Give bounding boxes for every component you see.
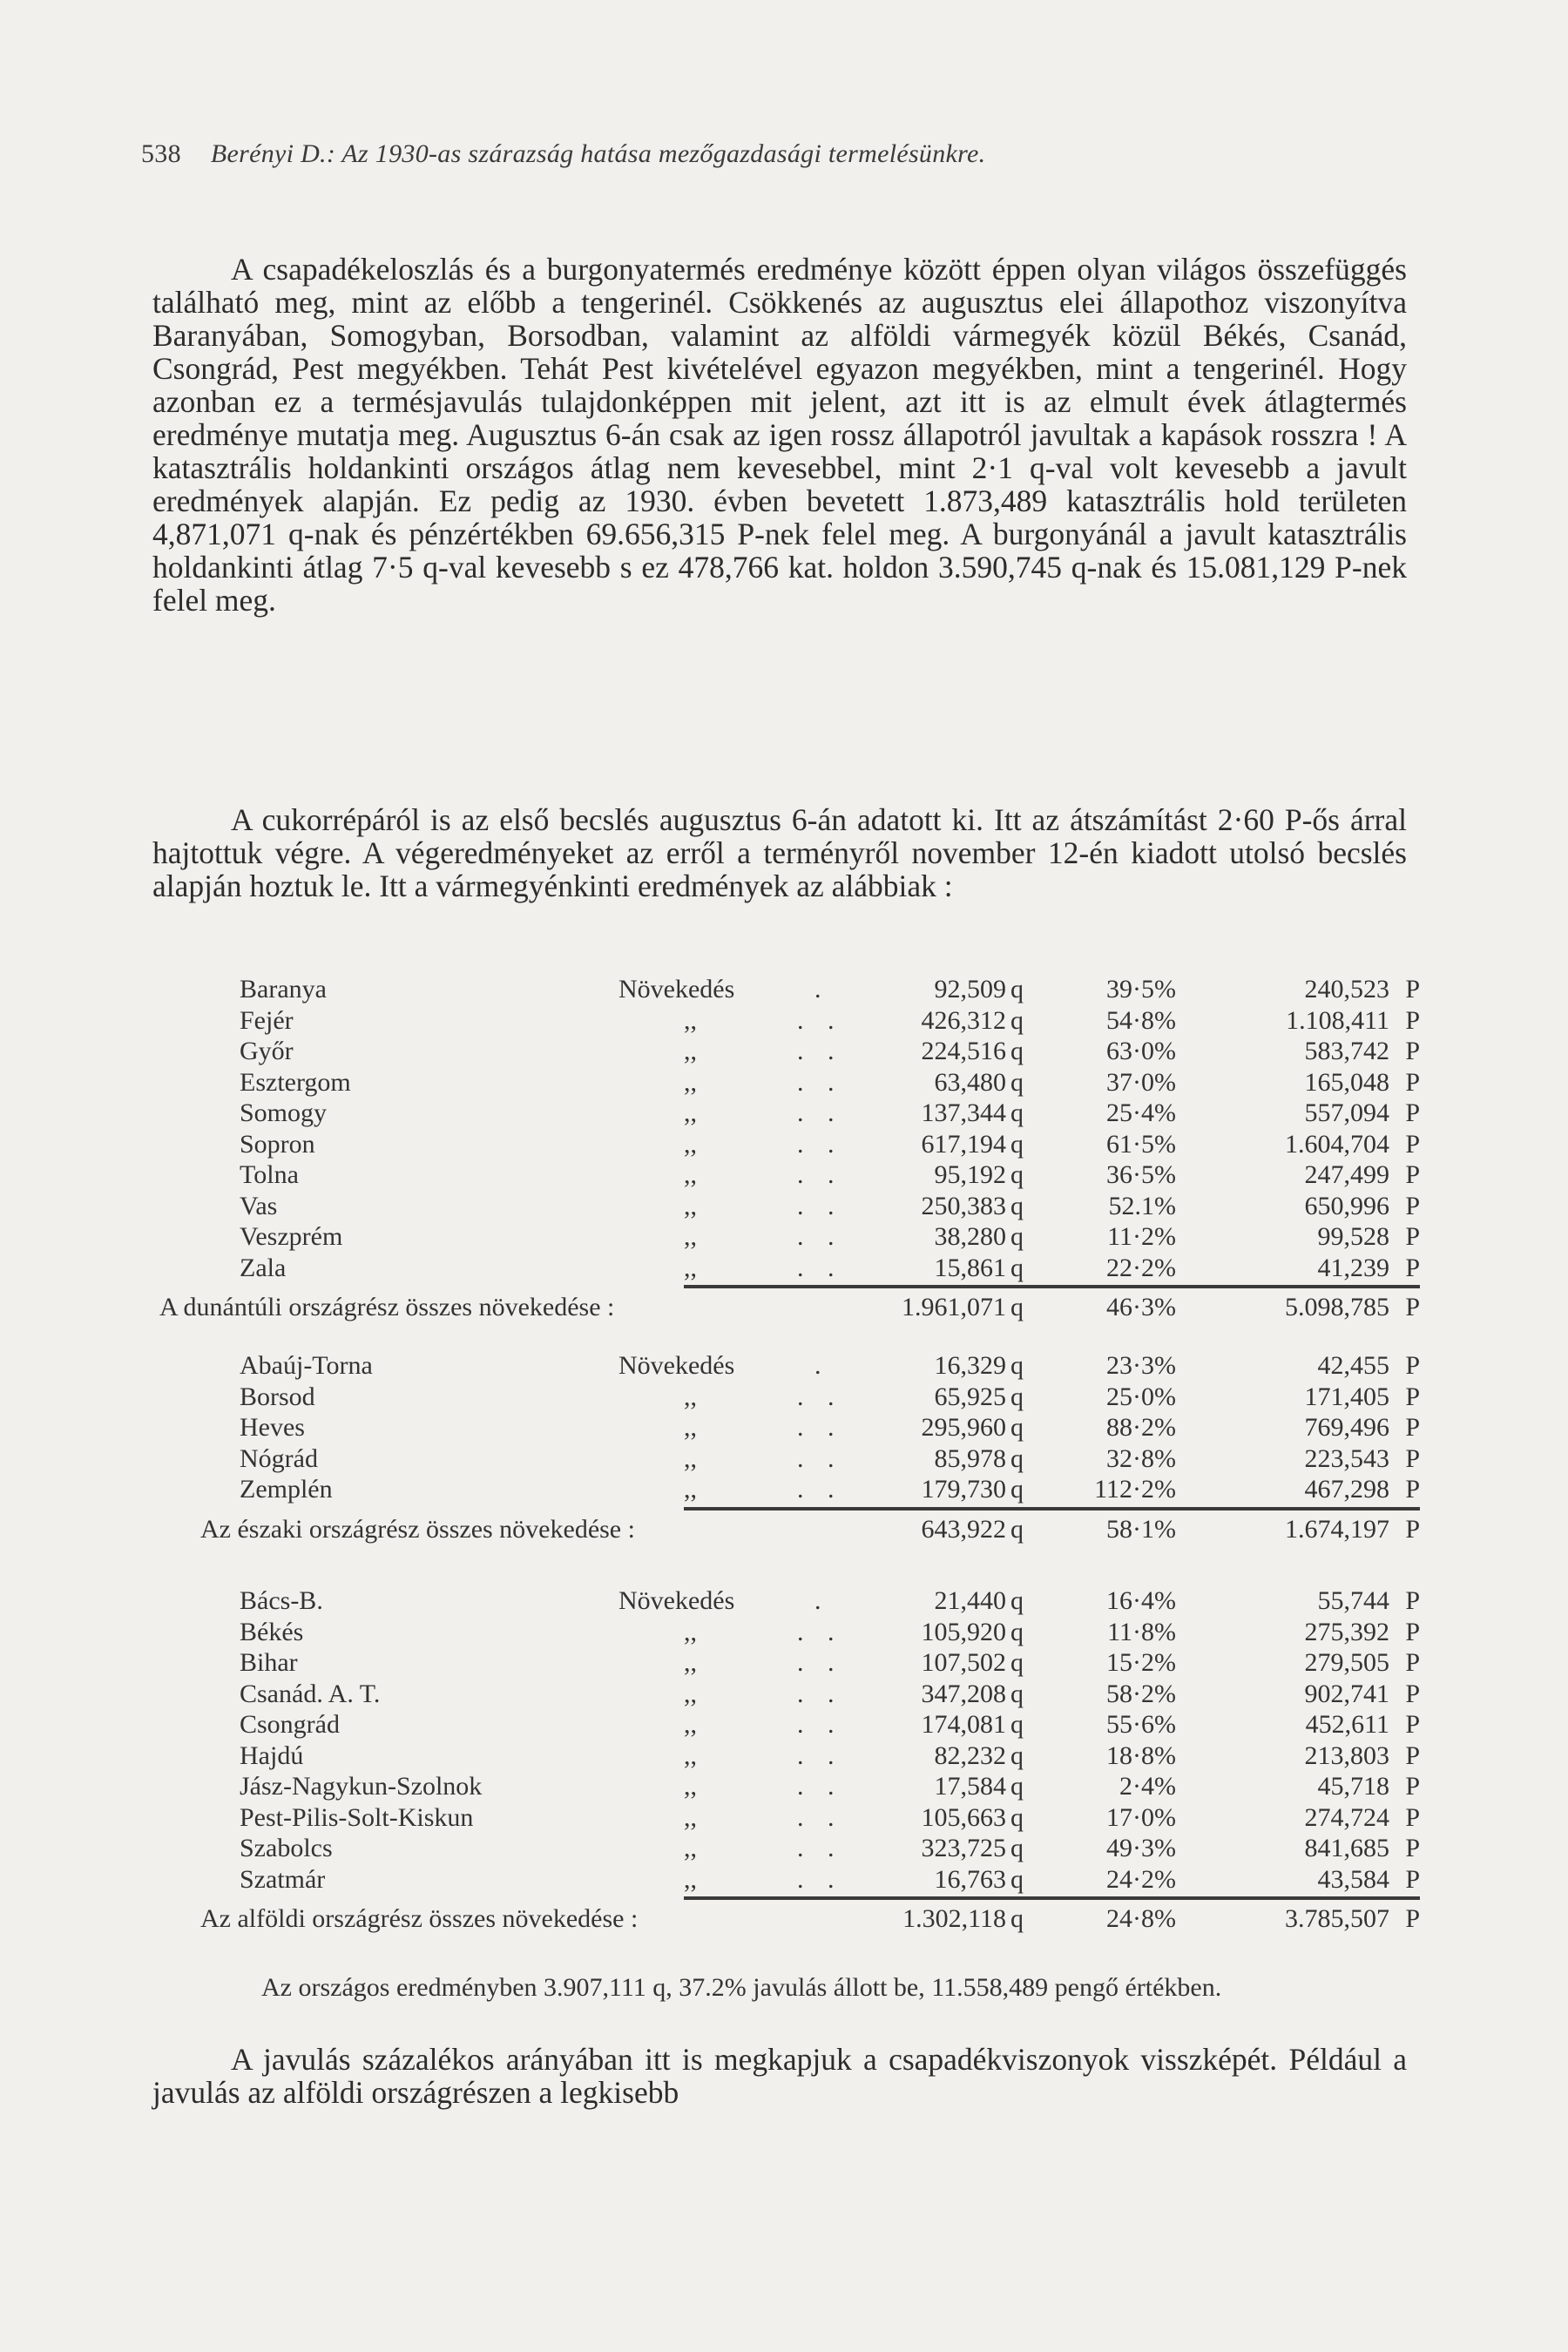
ditto-mark: ,, bbox=[684, 1037, 697, 1065]
pengo-unit: P bbox=[1405, 1617, 1420, 1646]
pengo-value: 223,543 bbox=[1304, 1443, 1389, 1473]
ditto-mark: ,, bbox=[684, 1679, 697, 1708]
sum-rule-divider bbox=[684, 1507, 1420, 1511]
county-name: Jász-Nagykun-Szolnok bbox=[240, 1772, 483, 1801]
county-name: Zemplén bbox=[240, 1475, 333, 1504]
table-row bbox=[152, 1253, 1420, 1284]
pengo-value: 240,523 bbox=[1304, 975, 1389, 1004]
percent-value: 17·0% bbox=[1106, 1802, 1176, 1832]
quantity-unit: q bbox=[1010, 1617, 1024, 1646]
county-name: Sopron bbox=[240, 1129, 315, 1159]
county-name: Szabolcs bbox=[240, 1834, 333, 1862]
quantity-unit: q bbox=[1010, 1586, 1024, 1615]
quantity-value: 323,725 bbox=[921, 1834, 1006, 1862]
table-row bbox=[152, 1221, 1420, 1253]
total-pengo: 3.785,507 bbox=[1285, 1904, 1389, 1933]
quantity-unit: q bbox=[1010, 1648, 1024, 1677]
county-name: Veszprém bbox=[240, 1222, 343, 1251]
total-row bbox=[152, 1292, 1420, 1323]
percent-value: 25·4% bbox=[1106, 1098, 1176, 1127]
quantity-unit: q bbox=[1010, 1351, 1024, 1380]
percent-value: 36·5% bbox=[1106, 1160, 1176, 1189]
percent-value: 49·3% bbox=[1106, 1834, 1176, 1862]
page-number: 538 bbox=[141, 139, 181, 168]
pengo-value: 1.604,704 bbox=[1285, 1129, 1389, 1159]
ditto-mark: ,, bbox=[684, 1222, 697, 1251]
quantity-unit: q bbox=[1010, 1129, 1024, 1159]
leader-dots: . . bbox=[797, 1129, 843, 1159]
total-label: Az északi országrész összes növekedése : bbox=[200, 1514, 635, 1544]
pengo-unit: P bbox=[1405, 1129, 1420, 1159]
pengo-unit: P bbox=[1405, 1834, 1420, 1862]
pengo-value: 165,048 bbox=[1304, 1067, 1389, 1097]
quantity-unit: q bbox=[1010, 1067, 1024, 1097]
quantity-value: 105,920 bbox=[921, 1617, 1006, 1646]
table-row bbox=[152, 974, 1420, 1005]
quantity-value: 295,960 bbox=[921, 1413, 1006, 1442]
table-row bbox=[152, 1412, 1420, 1443]
ditto-mark: ,, bbox=[684, 1160, 697, 1189]
pengo-unit: P bbox=[1405, 1443, 1420, 1473]
pengo-unit: P bbox=[1405, 1679, 1420, 1708]
percent-value: 11·8% bbox=[1107, 1617, 1176, 1646]
pengo-unit: P bbox=[1405, 1413, 1420, 1442]
ditto-mark: ,, bbox=[684, 1802, 697, 1832]
percent-value: 61·5% bbox=[1106, 1129, 1176, 1159]
county-name: Baranya bbox=[240, 975, 327, 1004]
total-quantity: 643,922 bbox=[921, 1514, 1006, 1544]
ditto-mark: ,, bbox=[684, 1129, 697, 1159]
leader-dots: . . bbox=[797, 1413, 843, 1442]
pengo-unit: P bbox=[1405, 1382, 1420, 1411]
pengo-value: 45,718 bbox=[1317, 1772, 1389, 1801]
sum-rule-divider bbox=[684, 1896, 1420, 1900]
county-name: Vas bbox=[240, 1191, 278, 1220]
quantity-value: 347,208 bbox=[921, 1679, 1006, 1708]
percent-value: 54·8% bbox=[1106, 1005, 1176, 1035]
county-name: Zala bbox=[240, 1253, 287, 1282]
quantity-unit: q bbox=[1010, 1160, 1024, 1189]
total-pengo: 1.674,197 bbox=[1285, 1514, 1389, 1544]
ditto-mark: ,, bbox=[684, 1648, 697, 1677]
table-row bbox=[152, 1005, 1420, 1037]
county-name: Borsod bbox=[240, 1382, 315, 1411]
pengo-value: 247,499 bbox=[1304, 1160, 1389, 1189]
quantity-value: 92,509 bbox=[934, 975, 1006, 1004]
ditto-mark: ,, bbox=[684, 1382, 697, 1411]
table-row bbox=[152, 1740, 1420, 1772]
leader-dots: . . bbox=[797, 1160, 843, 1189]
quantity-value: 426,312 bbox=[921, 1005, 1006, 1035]
region-group-dunantul bbox=[152, 974, 1420, 1323]
quantity-unit: q bbox=[1010, 1098, 1024, 1127]
pengo-unit: P bbox=[1405, 1514, 1420, 1544]
ditto-mark: ,, bbox=[684, 1413, 697, 1442]
ditto-mark: ,, bbox=[684, 1253, 697, 1282]
quantity-value: 250,383 bbox=[921, 1191, 1006, 1220]
leader-dots: . . bbox=[797, 1679, 843, 1708]
quantity-value: 179,730 bbox=[921, 1475, 1006, 1504]
table-row bbox=[152, 1647, 1420, 1679]
total-row bbox=[152, 1514, 1420, 1545]
ditto-mark: ,, bbox=[684, 1710, 697, 1739]
pengo-value: 452,611 bbox=[1305, 1710, 1389, 1739]
leader-dots: . . bbox=[797, 1253, 843, 1282]
quantity-unit: q bbox=[1010, 1005, 1024, 1035]
percent-value: 25·0% bbox=[1106, 1382, 1176, 1411]
quantity-unit: q bbox=[1010, 1679, 1024, 1708]
quantity-unit: q bbox=[1010, 1514, 1024, 1544]
ditto-mark: ,, bbox=[684, 1005, 697, 1035]
pengo-value: 557,094 bbox=[1304, 1098, 1389, 1127]
pengo-unit: P bbox=[1405, 1475, 1420, 1504]
quantity-unit: q bbox=[1010, 1475, 1024, 1504]
percent-value: 11·2% bbox=[1107, 1222, 1176, 1251]
quantity-unit: q bbox=[1010, 1293, 1024, 1321]
percent-value: 24·2% bbox=[1106, 1864, 1176, 1894]
quantity-value: 617,194 bbox=[921, 1129, 1006, 1159]
pengo-unit: P bbox=[1405, 1098, 1420, 1127]
pengo-value: 1.108,411 bbox=[1286, 1005, 1389, 1035]
pengo-unit: P bbox=[1405, 1191, 1420, 1220]
total-label: A dunántúli országrész összes növekedése : bbox=[159, 1293, 615, 1321]
quantity-unit: q bbox=[1010, 1222, 1024, 1251]
leader-dots: . . bbox=[797, 1740, 843, 1770]
table-row bbox=[152, 1159, 1420, 1191]
pengo-value: 213,803 bbox=[1304, 1740, 1389, 1770]
pengo-unit: P bbox=[1405, 1772, 1420, 1801]
total-percent: 46·3% bbox=[1106, 1293, 1176, 1321]
leader-dots: . bbox=[814, 975, 830, 1004]
quantity-value: 16,329 bbox=[934, 1351, 1006, 1380]
quantity-value: 16,763 bbox=[934, 1864, 1006, 1894]
pengo-value: 99,528 bbox=[1317, 1222, 1389, 1251]
pengo-unit: P bbox=[1405, 1222, 1420, 1251]
increase-label: Növekedés bbox=[618, 975, 735, 1004]
percent-value: 15·2% bbox=[1106, 1648, 1176, 1677]
pengo-unit: P bbox=[1405, 1648, 1420, 1677]
quantity-value: 21,440 bbox=[934, 1586, 1006, 1615]
table-row bbox=[152, 1067, 1420, 1098]
percent-value: 39·5% bbox=[1106, 975, 1176, 1004]
pengo-value: 41,239 bbox=[1317, 1253, 1389, 1282]
leader-dots: . . bbox=[797, 1710, 843, 1739]
pengo-unit: P bbox=[1405, 1037, 1420, 1065]
pengo-unit: P bbox=[1405, 1253, 1420, 1282]
county-name: Csanád. A. T. bbox=[240, 1679, 381, 1708]
percent-value: 23·3% bbox=[1106, 1351, 1176, 1380]
total-row bbox=[152, 1903, 1420, 1935]
quantity-value: 95,192 bbox=[934, 1160, 1006, 1189]
pengo-unit: P bbox=[1405, 1802, 1420, 1832]
quantity-value: 15,861 bbox=[934, 1253, 1006, 1282]
quantity-unit: q bbox=[1010, 1253, 1024, 1282]
table-row bbox=[152, 1585, 1420, 1617]
quantity-unit: q bbox=[1010, 1834, 1024, 1862]
running-title: Berényi D.: Az 1930-as szárazság hatása mezőgazdasági termelésünkre. bbox=[210, 139, 986, 168]
quantity-value: 137,344 bbox=[921, 1098, 1006, 1127]
ditto-mark: ,, bbox=[684, 1617, 697, 1646]
county-name: Békés bbox=[240, 1617, 304, 1646]
total-percent: 58·1% bbox=[1106, 1514, 1176, 1544]
quantity-unit: q bbox=[1010, 1740, 1024, 1770]
table-row bbox=[152, 1129, 1420, 1160]
pengo-value: 275,392 bbox=[1304, 1617, 1389, 1646]
ditto-mark: ,, bbox=[684, 1067, 697, 1097]
table-row bbox=[152, 1474, 1420, 1505]
table-row bbox=[152, 1350, 1420, 1382]
quantity-unit: q bbox=[1010, 1382, 1024, 1411]
pengo-unit: P bbox=[1405, 1586, 1420, 1615]
pengo-unit: P bbox=[1405, 1864, 1420, 1894]
county-name: Abaúj-Torna bbox=[240, 1351, 373, 1380]
ditto-mark: ,, bbox=[684, 1443, 697, 1473]
pengo-unit: P bbox=[1405, 1067, 1420, 1097]
ditto-mark: ,, bbox=[684, 1098, 697, 1127]
ditto-mark: ,, bbox=[684, 1475, 697, 1504]
leader-dots: . . bbox=[797, 1037, 843, 1065]
quantity-value: 224,516 bbox=[921, 1037, 1006, 1065]
leader-dots: . . bbox=[797, 1617, 843, 1646]
pengo-value: 769,496 bbox=[1304, 1413, 1389, 1442]
quantity-unit: q bbox=[1010, 1710, 1024, 1739]
pengo-unit: P bbox=[1405, 1710, 1420, 1739]
table-row bbox=[152, 1617, 1420, 1648]
percent-value: 16·4% bbox=[1106, 1586, 1176, 1615]
leader-dots: . . bbox=[797, 1864, 843, 1894]
percent-value: 58·2% bbox=[1106, 1679, 1176, 1708]
pengo-unit: P bbox=[1405, 975, 1420, 1004]
county-name: Bács-B. bbox=[240, 1586, 323, 1615]
leader-dots: . . bbox=[797, 1834, 843, 1862]
table-row bbox=[152, 1036, 1420, 1067]
pengo-unit: P bbox=[1405, 1740, 1420, 1770]
total-quantity: 1.302,118 bbox=[902, 1904, 1006, 1933]
leader-dots: . . bbox=[797, 1222, 843, 1251]
total-pengo: 5.098,785 bbox=[1285, 1293, 1389, 1321]
quantity-value: 65,925 bbox=[934, 1382, 1006, 1411]
quantity-unit: q bbox=[1010, 1802, 1024, 1832]
percent-value: 112·2% bbox=[1094, 1475, 1176, 1504]
paragraph-conclusion bbox=[152, 2043, 1407, 2109]
pengo-value: 902,741 bbox=[1304, 1679, 1389, 1708]
total-quantity: 1.961,071 bbox=[902, 1293, 1006, 1321]
county-name: Szatmár bbox=[240, 1864, 326, 1894]
pengo-value: 55,744 bbox=[1317, 1586, 1389, 1615]
table-row bbox=[152, 1098, 1420, 1129]
county-name: Somogy bbox=[240, 1098, 328, 1127]
table-row bbox=[152, 1771, 1420, 1802]
county-name: Győr bbox=[240, 1037, 294, 1065]
quantity-value: 105,663 bbox=[921, 1802, 1006, 1832]
percent-value: 52.1% bbox=[1108, 1191, 1176, 1220]
quantity-value: 107,502 bbox=[921, 1648, 1006, 1677]
total-percent: 24·8% bbox=[1106, 1904, 1176, 1933]
ditto-mark: ,, bbox=[684, 1772, 697, 1801]
quantity-value: 174,081 bbox=[921, 1710, 1006, 1739]
national-result-note bbox=[174, 1973, 1429, 2003]
increase-label: Növekedés bbox=[618, 1351, 735, 1380]
table-row bbox=[152, 1443, 1420, 1475]
quantity-value: 38,280 bbox=[934, 1222, 1006, 1251]
leader-dots: . bbox=[814, 1586, 830, 1615]
pengo-unit: P bbox=[1405, 1904, 1420, 1933]
leader-dots: . . bbox=[797, 1005, 843, 1035]
pengo-value: 42,455 bbox=[1317, 1351, 1389, 1380]
ditto-mark: ,, bbox=[684, 1834, 697, 1862]
county-name: Esztergom bbox=[240, 1067, 351, 1097]
pengo-value: 274,724 bbox=[1304, 1802, 1389, 1832]
leader-dots: . . bbox=[797, 1772, 843, 1801]
leader-dots: . . bbox=[797, 1067, 843, 1097]
leader-dots: . . bbox=[797, 1191, 843, 1220]
table-row bbox=[152, 1382, 1420, 1413]
leader-dots: . . bbox=[797, 1802, 843, 1832]
ditto-mark: ,, bbox=[684, 1740, 697, 1770]
pengo-unit: P bbox=[1405, 1293, 1420, 1321]
percent-value: 2·4% bbox=[1119, 1772, 1176, 1801]
pengo-value: 279,505 bbox=[1304, 1648, 1389, 1677]
quantity-value: 85,978 bbox=[934, 1443, 1006, 1473]
county-name: Heves bbox=[240, 1413, 305, 1442]
county-name: Csongrád bbox=[240, 1710, 340, 1739]
quantity-value: 17,584 bbox=[934, 1772, 1006, 1801]
county-name: Pest-Pilis-Solt-Kiskun bbox=[240, 1802, 474, 1832]
table-row bbox=[152, 1709, 1420, 1740]
leader-dots: . . bbox=[797, 1475, 843, 1504]
percent-value: 63·0% bbox=[1106, 1037, 1176, 1065]
quantity-value: 82,232 bbox=[934, 1740, 1006, 1770]
table-row bbox=[152, 1833, 1420, 1864]
quantity-unit: q bbox=[1010, 1772, 1024, 1801]
ditto-mark: ,, bbox=[684, 1864, 697, 1894]
leader-dots: . . bbox=[797, 1098, 843, 1127]
quantity-value: 63,480 bbox=[934, 1067, 1006, 1097]
pengo-unit: P bbox=[1405, 1160, 1420, 1189]
pengo-value: 467,298 bbox=[1304, 1475, 1389, 1504]
percent-value: 18·8% bbox=[1106, 1740, 1176, 1770]
pengo-value: 171,405 bbox=[1304, 1382, 1389, 1411]
county-name: Nógrád bbox=[240, 1443, 318, 1473]
quantity-unit: q bbox=[1010, 1413, 1024, 1442]
percent-value: 88·2% bbox=[1106, 1413, 1176, 1442]
county-name: Tolna bbox=[240, 1160, 299, 1189]
table-row bbox=[152, 1802, 1420, 1834]
region-group-eszak bbox=[152, 1350, 1420, 1544]
leader-dots: . bbox=[814, 1351, 830, 1380]
sum-rule-divider bbox=[684, 1285, 1420, 1288]
pengo-value: 43,584 bbox=[1317, 1864, 1389, 1894]
percent-value: 32·8% bbox=[1106, 1443, 1176, 1473]
region-group-alfold bbox=[152, 1585, 1420, 1935]
pengo-value: 841,685 bbox=[1304, 1834, 1389, 1862]
quantity-unit: q bbox=[1010, 1864, 1024, 1894]
quantity-unit: q bbox=[1010, 975, 1024, 1004]
pengo-unit: P bbox=[1405, 1351, 1420, 1380]
table-row bbox=[152, 1679, 1420, 1710]
paragraph-potato bbox=[152, 253, 1407, 617]
paragraph-text: A cukorrépáról is az első becslés augusztus 6-án adatott ki. Itt az átszámítást 2·60 P-ős árral hajtottuk végre. A végeredményeket az erről a terményről november 12-én kiadott utolsó becslés alapján hoztuk le. Itt a vármegyénkinti eredmények az alábbiak : bbox=[152, 802, 1407, 903]
percent-value: 37·0% bbox=[1106, 1067, 1176, 1097]
quantity-unit: q bbox=[1010, 1191, 1024, 1220]
leader-dots: . . bbox=[797, 1382, 843, 1411]
quantity-unit: q bbox=[1010, 1037, 1024, 1065]
quantity-unit: q bbox=[1010, 1443, 1024, 1473]
pengo-value: 650,996 bbox=[1304, 1191, 1389, 1220]
pengo-unit: P bbox=[1405, 1005, 1420, 1035]
note-text: Az országos eredményben 3.907,111 q, 37.2% javulás állott be, 11.558,489 pengő értékben. bbox=[261, 1973, 1222, 2002]
paragraph-text: A csapadékeloszlás és a burgonyatermés eredménye között éppen olyan világos összefüggés található meg, mint az előbb a tengerinél. Csökkenés az augusztus elei állapothoz viszonyítva Baranyában, Somogyban, Borsodban, valamint az alföldi vármegyék közül Békés, Csanád, Csongrád, Pest megyékben. Tehát Pest kivételével egyazon megyékben, mint a tengerinél. Hogy azonban ez a termésjavulás tulajdonképpen mit jelent, azt itt is az elmult évek átlagtermés eredménye mutatja meg. Augusztus 6-án csak az igen rossz állapotról javultak a kapások rosszra ! A katasztrális holdankinti országos átlag nem kevesebbel, mint 2·1 q-val volt kevesebb a javult eredmények alapján. Ez pedig az 1930. évben bevetett 1.873,489 katasztrális hold területen 4,871,071 q-nak és pénzértékben 69.656,315 P-nek felel meg. A burgonyánál a javult katasztrális holdankinti átlag 7·5 q-val kevesebb s ez 478,766 kat. holdon 3.590,745 q-nak és 15.081,129 P-nek felel meg. bbox=[152, 252, 1407, 618]
county-name: Hajdú bbox=[240, 1740, 304, 1770]
ditto-mark: ,, bbox=[684, 1191, 697, 1220]
percent-value: 55·6% bbox=[1106, 1710, 1176, 1739]
total-label: Az alföldi országrész összes növekedése : bbox=[200, 1904, 639, 1933]
table-row bbox=[152, 1191, 1420, 1222]
county-name: Bihar bbox=[240, 1648, 298, 1677]
paragraph-text: A javulás százalékos arányában itt is megkapjuk a csapadékviszonyok visszképét. Például a javulás az alföldi országrészen a legkisebb bbox=[152, 2042, 1407, 2110]
leader-dots: . . bbox=[797, 1648, 843, 1677]
running-header bbox=[141, 139, 985, 169]
leader-dots: . . bbox=[797, 1443, 843, 1473]
pengo-value: 583,742 bbox=[1304, 1037, 1389, 1065]
quantity-unit: q bbox=[1010, 1904, 1024, 1933]
county-name: Fejér bbox=[240, 1005, 294, 1035]
table-row bbox=[152, 1864, 1420, 1896]
paragraph-sugar-beet bbox=[152, 803, 1407, 902]
percent-value: 22·2% bbox=[1106, 1253, 1176, 1282]
increase-label: Növekedés bbox=[618, 1586, 735, 1615]
